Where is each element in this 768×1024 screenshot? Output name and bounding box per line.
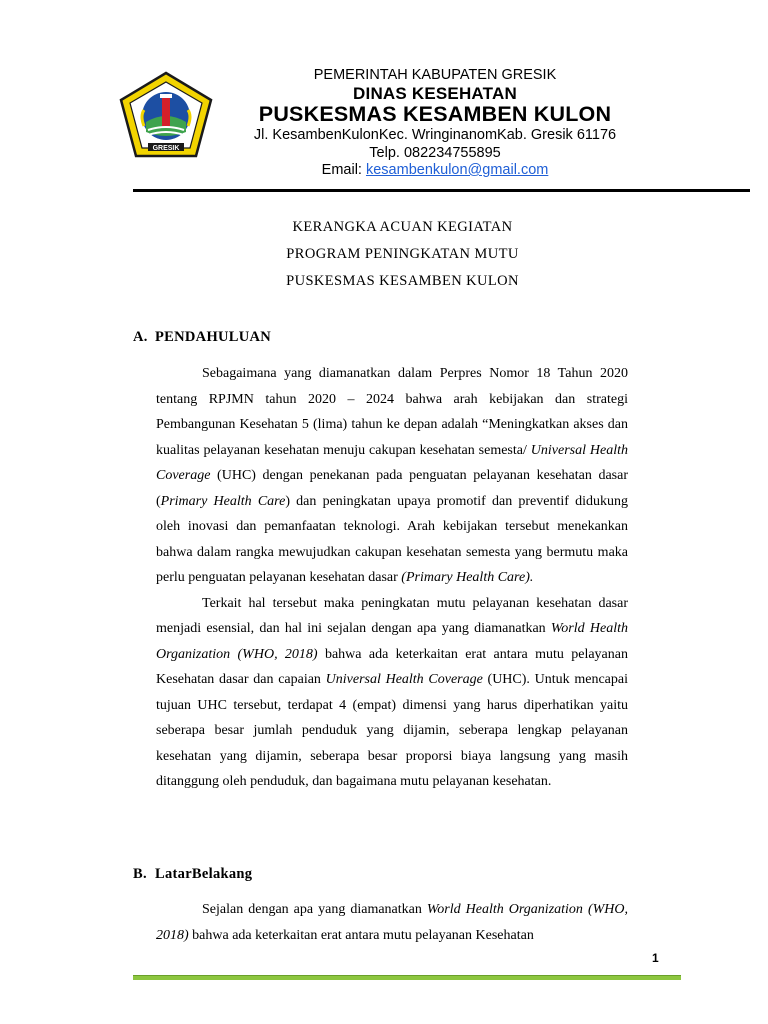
letterhead-phone: Telp. 082234755895	[369, 145, 501, 161]
italic-run: World Health Organization (WHO, 2018)	[156, 621, 628, 662]
document-title-line3: PUSKESMAS KESAMBEN KULON	[286, 273, 519, 289]
section-b-marker: B.	[133, 866, 147, 882]
letterhead-puskesmas: PUSKESMAS KESAMBEN KULON	[258, 102, 612, 126]
italic-run: Primary Health Care	[160, 493, 286, 509]
text-run: (UHC). Untuk mencapai tujuan UHC tersebut, terdapat 4 (empat) dimensi yang harus diperhatikan yaitu seberapa besar jumlah penduduk yang dijamin, seberapa lengkap pelayanan kesehatan yang dijamin, seberapa besar proporsi biaya langsung yang masih ditanggung oleh penduduk, dan bagaimana mutu pelayanan kesehatan.	[156, 672, 628, 789]
document-title-line1: KERANGKA ACUAN KEGIATAN	[292, 219, 513, 235]
text-run: ) dan peningkatan upaya promotif dan preventif didukung oleh inovasi dan pemanfaatan teknologi. Arah kebijakan tersebut menekankan bahwa dalam rangka mewujudkan cakupan kesehatan semesta yang bermutu maka perlu penguatan pelayanan kesehatan dasar	[156, 493, 629, 585]
italic-run: (Primary Health Care).	[401, 570, 534, 585]
letterhead-email-line	[200, 162, 670, 178]
text-run: Terkait hal tersebut maka peningkatan mutu pelayanan kesehatan dasar menjadi esensial, dan hal ini sejalan dengan apa yang diamanatkan	[156, 595, 628, 636]
italic-run: Universal Health Coverage	[325, 672, 483, 687]
paragraph	[156, 897, 628, 948]
text-run: bahwa ada keterkaitan erat antara mutu pelayanan Kesehatan dasar dan capaian	[156, 646, 628, 687]
letterhead-government: PEMERINTAH KABUPATEN GRESIK	[313, 67, 557, 83]
italic-run: World Health Organization (WHO, 2018)	[156, 902, 628, 943]
page-number: 1	[652, 951, 659, 965]
logo-text: GRESIK	[152, 145, 180, 152]
footer-divider	[133, 975, 681, 980]
document-title-line2: PROGRAM PENINGKATAN MUTU	[286, 246, 519, 262]
letterhead-address: Jl. KesambenKulonKec. WringinanomKab. Gresik 61176	[253, 127, 617, 143]
paragraph	[156, 591, 628, 795]
email-link[interactable]: kesambenkulon@gmail.com	[365, 162, 549, 178]
text-run: Sebagaimana yang diamanatkan dalam Perpres Nomor 18 Tahun 2020 tentang RPJMN tahun 2020 – 2024 bahwa arah kebijakan dan strategi Pembangunan Kesehatan 5 (lima) tahun ke depan adalah “Meningkatkan akses dan kualitas pelayanan kesehatan menuju cakupan kesehatan semesta/	[156, 366, 628, 458]
text-run: Sejalan dengan apa yang diamanatkan	[202, 902, 427, 917]
section-b-title: LatarBelakang	[155, 866, 253, 882]
letterhead-divider	[133, 189, 750, 192]
section-a-title: PENDAHULUAN	[155, 329, 272, 345]
text-run: bahwa ada keterkaitan erat antara mutu pelayanan Kesehatan	[188, 927, 534, 943]
paragraph	[156, 361, 628, 591]
section-b-body	[156, 897, 628, 948]
text-run: (UHC) dengan penekanan pada penguatan pelayanan kesehatan dasar (	[156, 468, 628, 509]
letterhead-agency: DINAS KESEHATAN	[353, 84, 517, 103]
email-label: Email:	[321, 162, 366, 178]
section-a-body	[156, 361, 628, 795]
section-a-heading	[133, 329, 271, 346]
section-a-marker: A.	[133, 329, 148, 345]
section-b-heading	[133, 866, 252, 883]
italic-run: Universal Health Coverage	[156, 442, 628, 483]
